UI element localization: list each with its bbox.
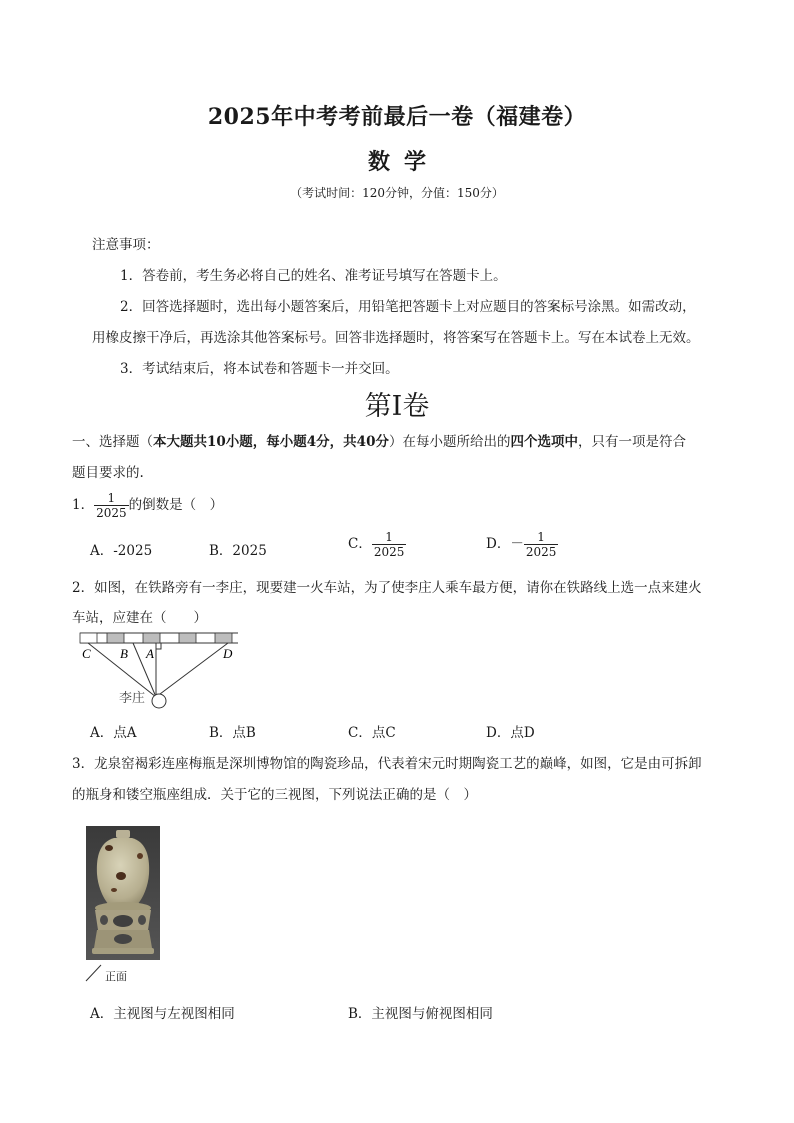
village-circle <box>152 694 166 708</box>
part1-instructions <box>72 430 686 450</box>
q1-option-d-fraction <box>524 530 559 559</box>
notice-item-1: 1．答卷前，考生务必将自己的姓名、准考证号填写在答题卡上。 <box>120 268 507 284</box>
q1-option-b[interactable]: B．2025 <box>209 543 267 559</box>
q2-option-c[interactable]: C．点C <box>348 725 396 741</box>
part1-instructions-line-2: 题目要求的. <box>72 465 144 481</box>
section-title: 第Ⅰ卷 <box>364 391 430 422</box>
village-label: 李庄 <box>119 691 146 706</box>
q3-line-2: 的瓶身和镂空瓶座组成．关于它的三视图，下列说法正确的是（ ） <box>72 787 477 803</box>
question-1 <box>72 491 223 520</box>
part1-bold-1: 本大题共10小题，每小题4分，共40分 <box>153 434 389 450</box>
notice-item-3: 3．考试结束后，将本试卷和答题卡一并交回。 <box>120 361 399 377</box>
q1-option-c-label: C． <box>348 536 372 552</box>
q1-frac-num: 1 <box>94 491 129 506</box>
front-label: 正面 <box>105 970 127 983</box>
point-d-label: D <box>223 646 233 661</box>
railway-track <box>80 633 238 643</box>
q2-option-d[interactable]: D．点D <box>486 725 535 741</box>
vase-photo <box>86 826 160 960</box>
part1-suffix: ，只有一项是符合 <box>577 434 686 450</box>
part1-prefix: 一、选择题（ <box>72 434 153 450</box>
q1-option-c[interactable] <box>348 530 406 559</box>
q2-line-2: 车站，应建在（ ） <box>72 610 207 626</box>
connection-lines <box>88 643 228 697</box>
q1-frac-den: 2025 <box>96 506 127 520</box>
q1-option-d-num: 1 <box>524 530 559 545</box>
exam-subject: 数学 <box>367 149 440 175</box>
q1-option-d-label: D．－ <box>486 536 524 552</box>
exam-info: （考试时间：120分钟，分值：150分） <box>290 186 504 200</box>
q2-option-b[interactable]: B．点B <box>209 725 256 741</box>
q1-fraction <box>94 491 129 520</box>
q1-option-c-num: 1 <box>372 530 407 545</box>
q1-option-d[interactable] <box>486 530 558 559</box>
notice-heading: 注意事项： <box>92 237 160 253</box>
q1-option-a[interactable]: A．-2025 <box>90 543 153 559</box>
point-c-label: C <box>82 646 91 661</box>
point-a-label: A <box>146 646 154 661</box>
q1-number: 1． <box>72 497 95 513</box>
front-arrow-icon <box>84 963 104 983</box>
notice-item-2-line-2: 用橡皮擦干净后，再选涂其他答案标号。回答非选择题时，将答案写在答题卡上。写在本试卷上无效。 <box>92 330 700 346</box>
q2-option-a[interactable]: A．点A <box>90 725 137 741</box>
q2-line-1: 2．如图，在铁路旁有一李庄，现要建一火车站，为了使李庄人乘车最方便，请你在铁路线上选一点来建火 <box>72 580 702 596</box>
q3-option-b[interactable]: B．主视图与俯视图相同 <box>348 1006 493 1022</box>
q3-line-1: 3．龙泉窑褐彩连座梅瓶是深圳博物馆的陶瓷珍品，代表着宋元时期陶瓷工艺的巅峰，如图，它是由可拆卸 <box>72 756 702 772</box>
q1-text: 的倒数是（ ） <box>128 497 224 513</box>
q1-option-d-den: 2025 <box>525 545 557 559</box>
railway-figure <box>76 630 242 714</box>
q1-option-c-den: 2025 <box>373 545 405 559</box>
point-b-label: B <box>120 646 128 661</box>
q3-option-a[interactable]: A．主视图与左视图相同 <box>90 1006 235 1022</box>
notice-item-2-line-1: 2．回答选择题时，选出每小题答案后，用铅笔把答题卡上对应题目的答案标号涂黑。如需改动， <box>120 299 696 315</box>
q1-option-c-fraction <box>372 530 407 559</box>
exam-title: 2025年中考考前最后一卷（福建卷） <box>207 104 587 130</box>
part1-bold-2: 四个选项中 <box>510 434 578 450</box>
part1-mid: ）在每小题所给出的 <box>388 434 511 450</box>
